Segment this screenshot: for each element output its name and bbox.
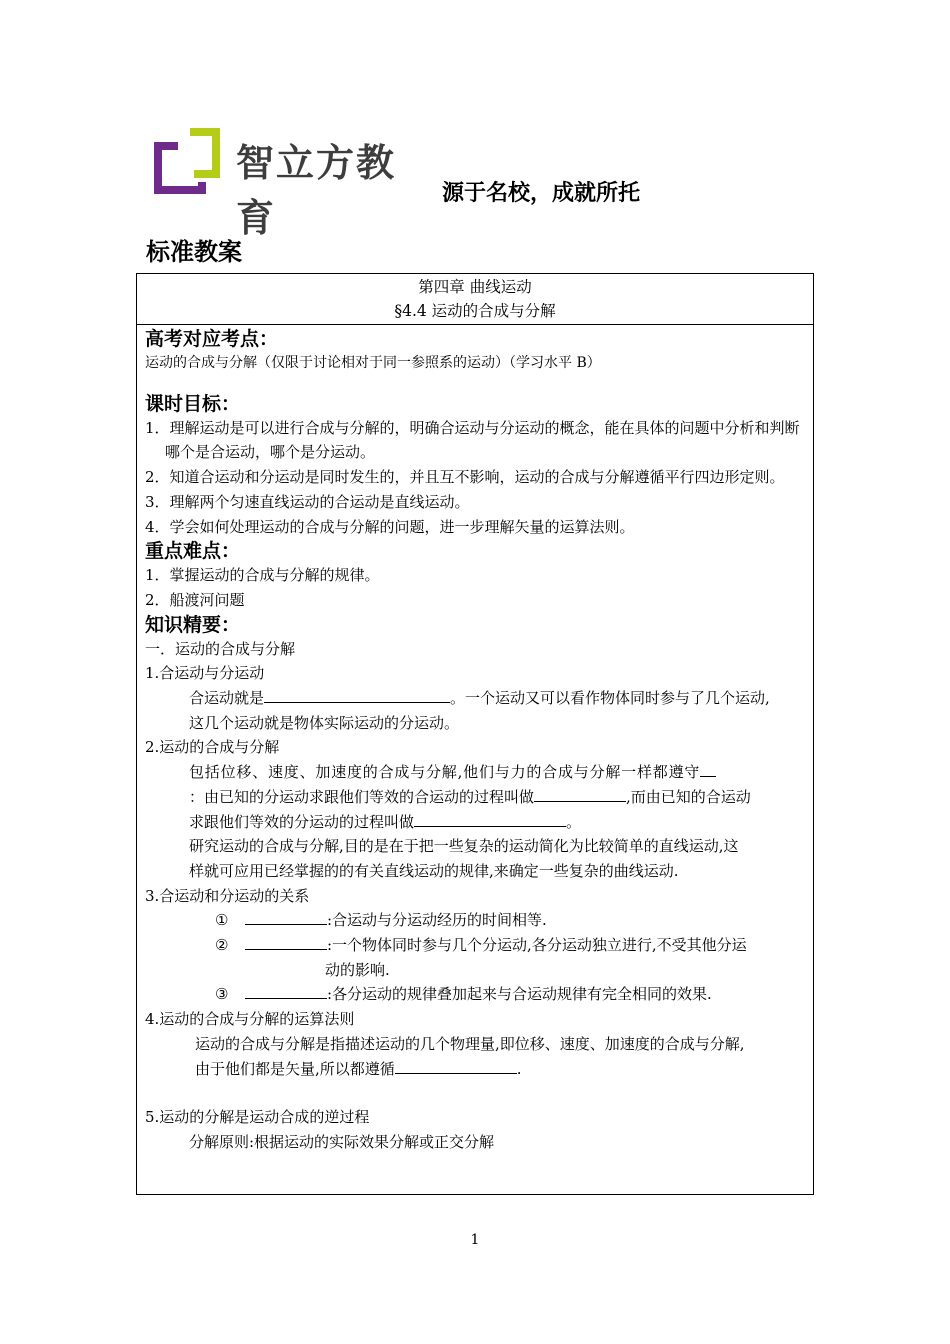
s4-line: 由于他们都是矢量,所以都遵循 .	[145, 1057, 805, 1082]
objective-item: 4．学会如何处理运动的合成与分解的问题，进一步理解矢量的运算法则。	[145, 517, 635, 536]
fill-blank[interactable]	[700, 760, 716, 777]
s3-title: 3.合运动和分运动的关系	[145, 886, 310, 905]
logo-mark-icon	[150, 128, 220, 198]
part-title: 一．运动的合成与分解	[145, 639, 296, 658]
fill-blank[interactable]	[245, 933, 327, 950]
logo-text: 智立方教育	[236, 141, 397, 240]
objective-item: 3．理解两个匀速直线运动的合运动是直线运动。	[145, 492, 470, 511]
page-number: 1	[470, 1232, 480, 1248]
key-points-heading: 重点难点：	[145, 540, 241, 563]
s2-line: ：由已知的分运动求跟他们等效的合运动的过程叫做 ,而由已知的合运动	[145, 785, 805, 810]
objective-item: 1．理解运动是可以进行合成与分解的，明确合运动与分运动的概念，能在具体的问题中分析和判断哪个是合运动，哪个是分运动。	[145, 418, 800, 462]
s5-line: 分解原则:根据运动的实际效果分解或正交分解	[189, 1132, 495, 1151]
s2-title: 2.运动的合成与分解	[145, 738, 280, 757]
relation-item: ① :合运动与分运动经历的时间相等.	[145, 908, 805, 933]
s4-line: 运动的合成与分解是指描述运动的几个物理量,即位移、速度、加速度的合成与分解,	[195, 1034, 745, 1053]
fill-blank[interactable]	[245, 908, 327, 925]
s2-line: 样就可应用已经掌握的的有关直线运动的规律,来确定一些复杂的曲线运动.	[189, 861, 679, 880]
objectives-heading: 课时目标：	[145, 392, 241, 415]
s5-title: 5.运动的分解是运动合成的逆过程	[145, 1108, 370, 1127]
s2-line: 研究运动的合成与分解,目的是在于把一些复杂的运动简化为比较简单的直线运动,这	[189, 837, 739, 856]
s2-line: 包括位移、速度、加速度的合成与分解,他们与力的合成与分解一样都遵守	[145, 760, 805, 785]
brand-logo	[150, 128, 410, 240]
content	[137, 325, 813, 1155]
s1-title: 1.合运动与分运动	[145, 664, 265, 683]
section-title: §4.4 运动的合成与分解	[394, 302, 556, 320]
s1-line: 合运动就是 。一个运动又可以看作物体同时参与了几个运动,	[145, 686, 805, 711]
fill-blank[interactable]	[534, 785, 626, 802]
document-type: 标准教案	[146, 238, 242, 266]
relation-item: ③ :各分运动的规律叠加起来与合运动规律有完全相同的效果.	[145, 982, 805, 1007]
s2-line: 求跟他们等效的分运动的过程叫做 。	[145, 810, 805, 835]
s1-line: 这几个运动就是物体实际运动的分运动。	[189, 713, 460, 732]
exam-points-text: 运动的合成与分解（仅限于讨论相对于同一参照系的运动）（学习水平 B）	[145, 355, 601, 371]
knowledge-heading: 知识精要：	[145, 613, 241, 636]
fill-blank[interactable]	[264, 686, 450, 703]
key-point-item: 1．掌握运动的合成与分解的规律。	[145, 566, 380, 585]
fill-blank[interactable]	[414, 810, 566, 827]
title-block	[137, 274, 813, 325]
chapter-title: 第四章 曲线运动	[418, 278, 532, 296]
slogan: 源于名校，成就所托	[442, 181, 641, 206]
fill-blank[interactable]	[245, 982, 327, 999]
exam-points-heading: 高考对应考点：	[145, 328, 279, 350]
s4-title: 4.运动的合成与分解的运算法则	[145, 1010, 355, 1029]
key-point-item: 2．船渡河问题	[145, 590, 245, 609]
relation-item: ② :一个物体同时参与几个分运动,各分运动独立进行,不受其他分运 动的影响.	[145, 933, 805, 982]
lesson-plan-box	[136, 273, 814, 1195]
objective-item: 2．知道合运动和分运动是同时发生的，并且互不影响，运动的合成与分解遵循平行四边形定则。	[145, 468, 785, 487]
fill-blank[interactable]	[395, 1057, 517, 1074]
